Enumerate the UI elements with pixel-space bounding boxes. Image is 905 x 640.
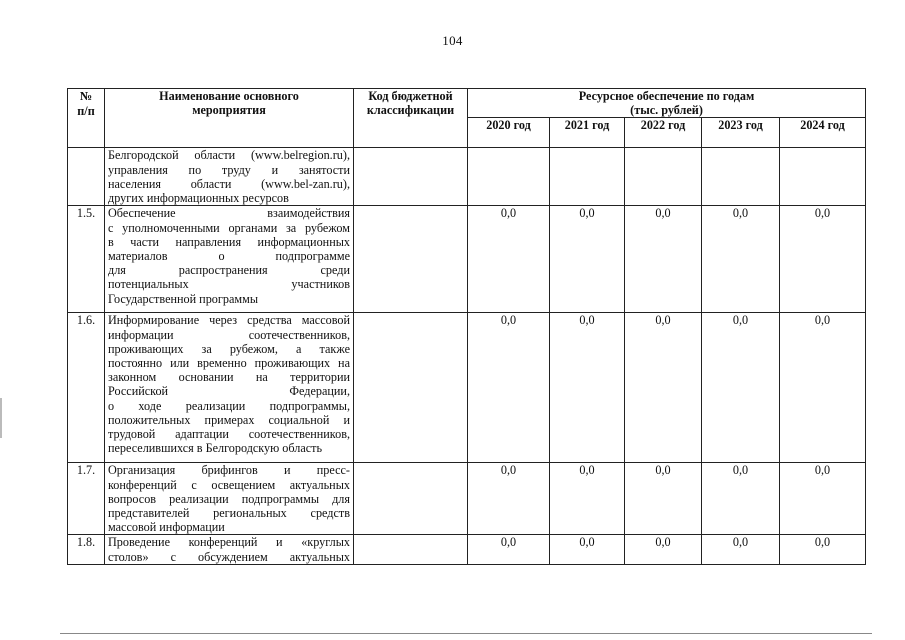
activity-line: Обеспечение взаимодействия: [108, 206, 350, 221]
header-code-line2: классификации: [366, 103, 455, 118]
header-number-line2: п/п: [77, 104, 95, 118]
row-value: 0,0: [702, 206, 780, 313]
header-code-line1: Код бюджетной: [368, 89, 453, 103]
activity-line: законном основании на территории: [108, 370, 350, 385]
row-value: 0,0: [468, 535, 550, 565]
activity-line: постоянно или временно проживающих на: [108, 356, 350, 371]
row-value: 0,0: [625, 313, 702, 463]
activity-line: материалов о подпрограмме: [108, 249, 350, 264]
row-value: 0,0: [780, 463, 866, 535]
activity-line: информации соотечественников,: [108, 327, 350, 342]
activity-line: населения области (www.bel-zan.ru),: [108, 176, 350, 191]
row-activity-name: [105, 206, 354, 313]
row-activity-name: [105, 535, 354, 565]
activity-line: Информирование через средства массовой: [108, 313, 350, 328]
header-activity-line2: мероприятия: [192, 103, 266, 118]
header-resources-line1: Ресурсное обеспечение по годам: [578, 89, 755, 103]
activity-line: Государственной программы: [108, 291, 259, 306]
header-number-line1: №: [79, 89, 93, 103]
row-budget-code: [354, 148, 468, 206]
activity-line: управления по труду и занятости: [108, 162, 350, 177]
activity-line: с уполномоченными органами за рубежом: [108, 220, 350, 235]
row-value: 0,0: [702, 313, 780, 463]
activity-line: в части направления информационных: [108, 234, 350, 249]
row-number: 1.7.: [68, 463, 105, 535]
header-activity-name: [105, 89, 354, 148]
table-row: [68, 535, 866, 565]
activity-line: трудовой адаптации соотечественников,: [108, 427, 350, 442]
row-value: 0,0: [702, 535, 780, 565]
scan-margin-mark: [0, 398, 2, 438]
row-activity-name: [105, 148, 354, 206]
activity-line: проживающих за рубежом, а также: [108, 341, 350, 356]
row-value: 0,0: [550, 206, 625, 313]
row-value: [702, 148, 780, 206]
activity-line: массовой информации: [108, 520, 225, 535]
row-budget-code: [354, 535, 468, 565]
table-row: [68, 463, 866, 535]
row-value: 0,0: [780, 535, 866, 565]
row-value: [468, 148, 550, 206]
row-value: 0,0: [468, 463, 550, 535]
row-value: 0,0: [468, 206, 550, 313]
activity-line: конференций с освещением актуальных: [108, 477, 350, 492]
row-value: [780, 148, 866, 206]
activity-line: о ходе реализации подпрограммы,: [108, 398, 350, 413]
row-value: 0,0: [702, 463, 780, 535]
table-row: [68, 148, 866, 206]
activity-line: положительных примерах социальной и: [108, 412, 350, 427]
row-number: 1.8.: [68, 535, 105, 565]
row-value: 0,0: [550, 463, 625, 535]
row-budget-code: [354, 313, 468, 463]
resource-table: [67, 88, 866, 565]
header-resources: [468, 89, 866, 118]
row-value: [625, 148, 702, 206]
header-row: [68, 89, 866, 118]
row-activity-name: [105, 463, 354, 535]
header-activity-line1: Наименование основного: [159, 89, 299, 103]
activity-line: представителей региональных средств: [108, 506, 350, 521]
activity-line: для распространения среди: [108, 263, 350, 278]
activity-line: столов» с обсуждением актуальных: [108, 549, 350, 564]
row-value: 0,0: [780, 313, 866, 463]
row-value: 0,0: [550, 535, 625, 565]
page-bottom-rule: [60, 633, 872, 634]
row-value: 0,0: [625, 463, 702, 535]
activity-line: потенциальных участников: [108, 277, 350, 292]
row-value: 0,0: [468, 313, 550, 463]
row-number: [68, 148, 105, 206]
header-resources-line2: (тыс. рублей): [630, 103, 703, 118]
table-row: [68, 206, 866, 313]
header-budget-code: [354, 89, 468, 148]
header-year: 2021 год: [550, 118, 625, 148]
activity-line: Проведение конференций и «круглых: [108, 535, 350, 550]
activity-line: Белгородской области (www.belregion.ru),: [108, 148, 350, 163]
row-value: 0,0: [625, 206, 702, 313]
activity-line: переселившихся в Белгородскую область: [108, 441, 323, 456]
header-number: [68, 89, 105, 148]
table-row: [68, 313, 866, 463]
activity-line: вопросов реализации подпрограммы для: [108, 491, 350, 506]
row-value: [550, 148, 625, 206]
header-year: 2020 год: [468, 118, 550, 148]
row-number: 1.5.: [68, 206, 105, 313]
header-year: 2023 год: [702, 118, 780, 148]
page-number: 104: [442, 33, 463, 48]
activity-line: Организация брифингов и пресс-: [108, 463, 350, 478]
row-value: 0,0: [780, 206, 866, 313]
header-year: 2024 год: [780, 118, 866, 148]
row-value: 0,0: [625, 535, 702, 565]
header-year: 2022 год: [625, 118, 702, 148]
row-budget-code: [354, 463, 468, 535]
activity-line: других информационных ресурсов: [108, 191, 289, 206]
row-number: 1.6.: [68, 313, 105, 463]
row-activity-name: [105, 313, 354, 463]
activity-line: Российской Федерации,: [108, 384, 350, 399]
row-budget-code: [354, 206, 468, 313]
row-value: 0,0: [550, 313, 625, 463]
